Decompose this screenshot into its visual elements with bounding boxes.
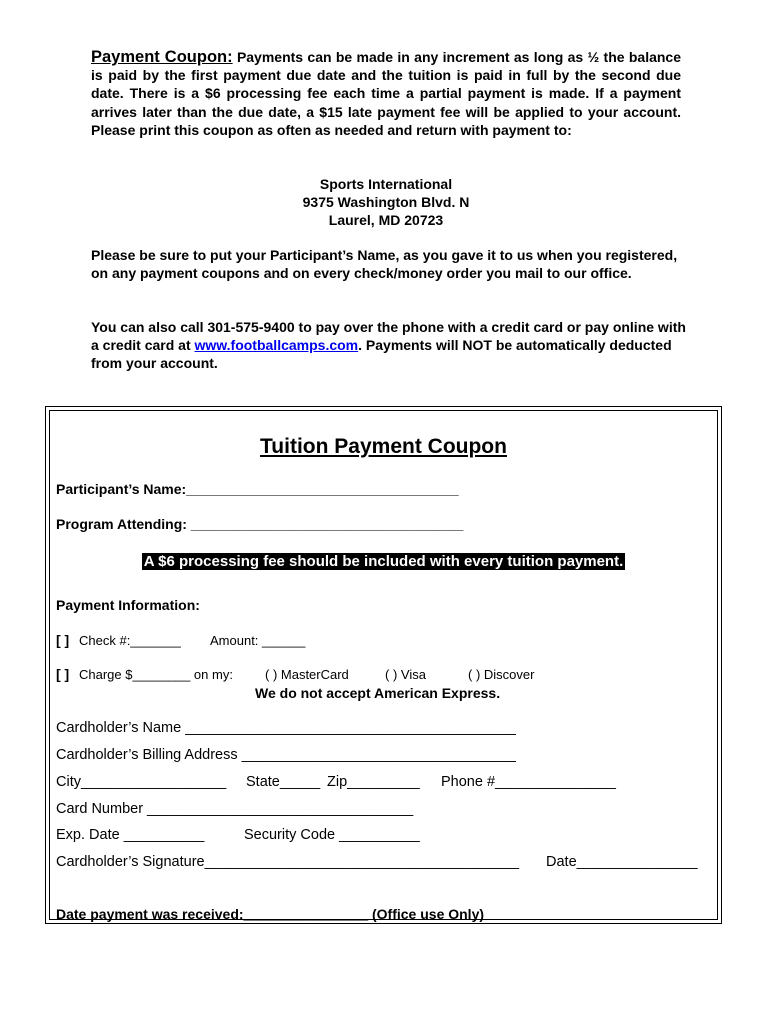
- processing-fee-banner: A $6 processing fee should be included with every tuition payment.: [143, 553, 624, 570]
- address-street: 9375 Washington Blvd. N: [302, 194, 470, 210]
- visa-option[interactable]: ( ) Visa: [385, 667, 426, 682]
- signature-field[interactable]: Cardholder’s Signature_______________________________________: [56, 854, 520, 870]
- billing-address-field[interactable]: Cardholder’s Billing Address __________________________________: [56, 747, 516, 763]
- check-number-field[interactable]: Check #:_______: [79, 633, 181, 648]
- exp-date-field[interactable]: Exp. Date __________: [56, 827, 205, 843]
- office-use-date-received: Date payment was received:________________ (Office use Only): [56, 906, 485, 922]
- website-link[interactable]: www.footballcamps.com: [194, 337, 359, 353]
- participant-name-reminder: Please be sure to put your Participant’s Name, as you gave it to us when you registered, on any payment coupons and on every check/money order you mail to our office.: [91, 247, 678, 281]
- coupon-inner-border: [49, 410, 718, 920]
- fee-banner-row: [50, 552, 717, 571]
- payment-information-label: Payment Information:: [56, 597, 200, 613]
- phone-note-before: You can also call 301-575-9400 to pay over the phone with a credit card or pay online with a credit card at: [91, 319, 686, 353]
- security-code-field[interactable]: Security Code __________: [244, 827, 420, 843]
- signature-date-field[interactable]: Date_______________: [546, 854, 698, 870]
- tuition-payment-coupon: [45, 406, 722, 924]
- payment-coupon-heading: Payment Coupon:: [91, 48, 233, 66]
- cardholder-name-field[interactable]: Cardholder’s Name _________________________________________: [56, 720, 516, 736]
- charge-checkbox[interactable]: [ ]: [56, 666, 70, 682]
- mastercard-option[interactable]: ( ) MasterCard: [265, 667, 349, 682]
- card-number-field[interactable]: Card Number _________________________________: [56, 801, 414, 817]
- payment-terms-text: Payments can be made in any increment as long as ½ the balance is paid by the first payment due date and the tuition is paid in full by the second due date. There is a $6 processing fee each time a partial payment is made. If a payment arrives later than the due date, a $15 late payment fee will be applied to your account. Please print this coupon as often as needed and return with payment to:: [91, 49, 681, 138]
- phone-note-after: . Payments will NOT be automatically deducted from your account.: [91, 337, 672, 371]
- charge-amount-field[interactable]: Charge $________ on my:: [79, 667, 233, 682]
- participant-name-field[interactable]: Participant’s Name:___________________________________: [56, 481, 459, 497]
- zip-field[interactable]: Zip_________: [327, 774, 420, 790]
- address-name: Sports International: [319, 176, 453, 192]
- coupon-title: Tuition Payment Coupon: [260, 435, 507, 458]
- no-amex-note: We do not accept American Express.: [255, 685, 501, 701]
- program-attending-field[interactable]: Program Attending: ___________________________________: [56, 516, 464, 532]
- phone-payment-note: [91, 318, 691, 372]
- mailing-address: [91, 175, 681, 229]
- discover-option[interactable]: ( ) Discover: [468, 667, 535, 682]
- intro-paragraph: [91, 48, 681, 139]
- amount-field[interactable]: Amount: ______: [210, 633, 306, 648]
- state-field[interactable]: State_____: [246, 774, 321, 790]
- check-checkbox[interactable]: [ ]: [56, 632, 70, 648]
- address-city: Laurel, MD 20723: [328, 212, 444, 228]
- city-field[interactable]: City__________________: [56, 774, 227, 790]
- phone-field[interactable]: Phone #_______________: [441, 774, 616, 790]
